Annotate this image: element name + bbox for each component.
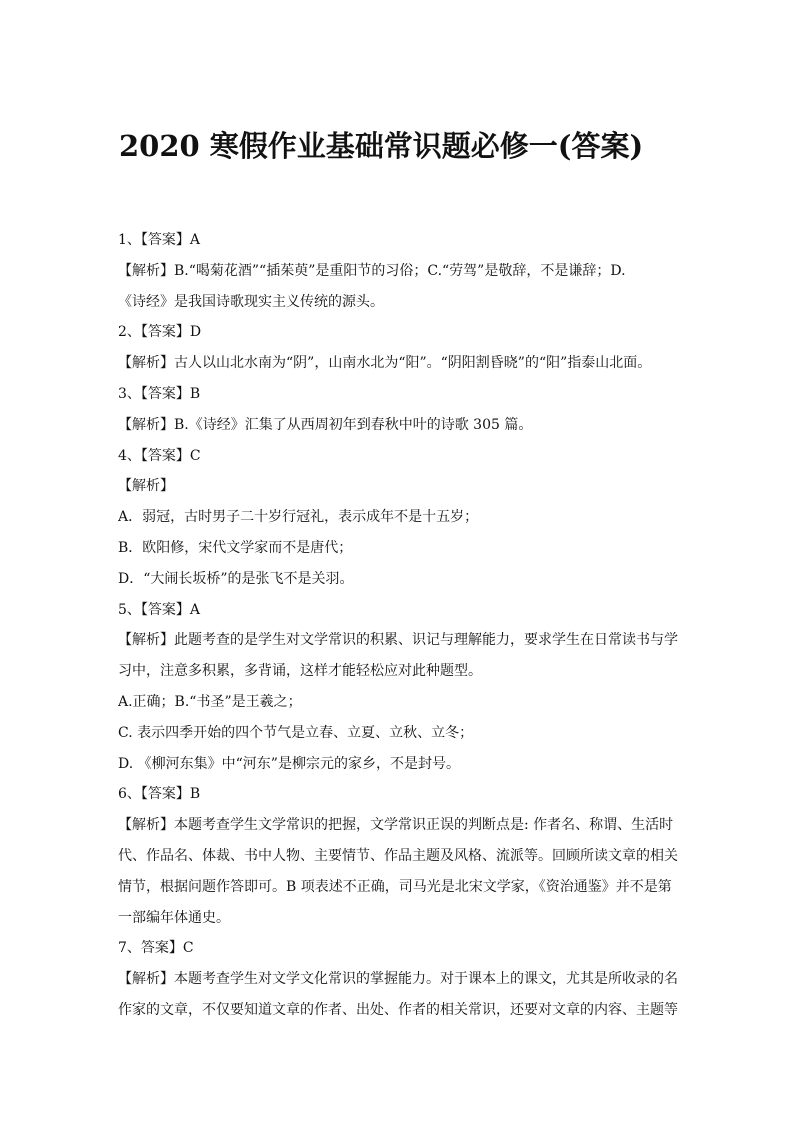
analysis-line: B．欧阳修，宋代文学家而不是唐代； xyxy=(118,539,353,556)
analysis-line: 【解析】古人以山北水南为“阴”，山南水北为“阳”。“阴阳割昏晓”的“阳”指泰山北面。 xyxy=(118,355,652,372)
analysis-line: 【解析】本题考查学生对文学文化常识的掌握能力。对于课本上的课文，尤其是所收录的名 xyxy=(118,971,678,988)
analysis-line: D．“大闹长坂桥”的是张飞不是关羽。 xyxy=(118,570,354,587)
page-title: 2020 寒假作业基础常识题必修一(答案) xyxy=(119,129,644,163)
analysis-line: 情节，根据问题作答即可。B 项表述不正确，司马光是北宋文学家，《资治通鉴》并不是第 xyxy=(118,878,672,895)
answer-heading-1: 1、【答案】A xyxy=(118,232,201,248)
answer-content xyxy=(118,225,683,1026)
answer-heading-5: 5、【答案】A xyxy=(118,601,201,618)
analysis-line: D. 《柳河东集》中“河东”是柳宗元的家乡，不是封号。 xyxy=(118,755,460,772)
analysis-line: 【解析】B.“喝菊花酒”“插茱萸”是重阳节的习俗；C.“劳驾”是敬辞，不是谦辞；D. xyxy=(118,262,626,279)
analysis-line: 【解析】B.《诗经》汇集了从西周初年到春秋中叶的诗歌 305 篇。 xyxy=(118,416,533,433)
analysis-line: 【解析】此题考查的是学生对文学常识的积累、识记与理解能力，要求学生在日常读书与学 xyxy=(118,632,678,649)
analysis-line: A．弱冠，古时男子二十岁行冠礼，表示成年不是十五岁； xyxy=(118,509,479,526)
analysis-line: 作家的文章，不仅要知道文章的作者、出处、作者的相关常识，还要对文章的内容、主题等 xyxy=(118,1001,678,1018)
analysis-line: 代、作品名、体裁、书中人物、主要情节、作品主题及风格、流派等。回顾所读文章的相关 xyxy=(118,847,678,864)
answer-heading-7: 7、答案】C xyxy=(118,940,194,957)
answer-heading-4: 4、【答案】C xyxy=(118,447,201,464)
analysis-line: 一部编年体通史。 xyxy=(118,909,230,926)
answer-heading-3: 3、【答案】B xyxy=(118,385,201,402)
analysis-line: 习中，注意多积累，多背诵，这样才能轻松应对此种题型。 xyxy=(118,663,482,680)
analysis-label: 【解析】 xyxy=(118,478,174,495)
analysis-line: 《诗经》是我国诗歌现实主义传统的源头。 xyxy=(118,293,384,310)
analysis-line: C. 表示四季开始的四个节气是立春、立夏、立秋、立冬； xyxy=(118,724,474,741)
answer-heading-2: 2、【答案】D xyxy=(118,324,202,341)
analysis-line: 【解析】本题考查学生文学常识的把握，文学常识正误的判断点是: 作者名、称谓、生活时 xyxy=(118,817,674,834)
analysis-line: A.正确；B.“书圣”是王羲之； xyxy=(118,693,302,710)
answer-heading-6: 6、【答案】B xyxy=(118,786,201,803)
